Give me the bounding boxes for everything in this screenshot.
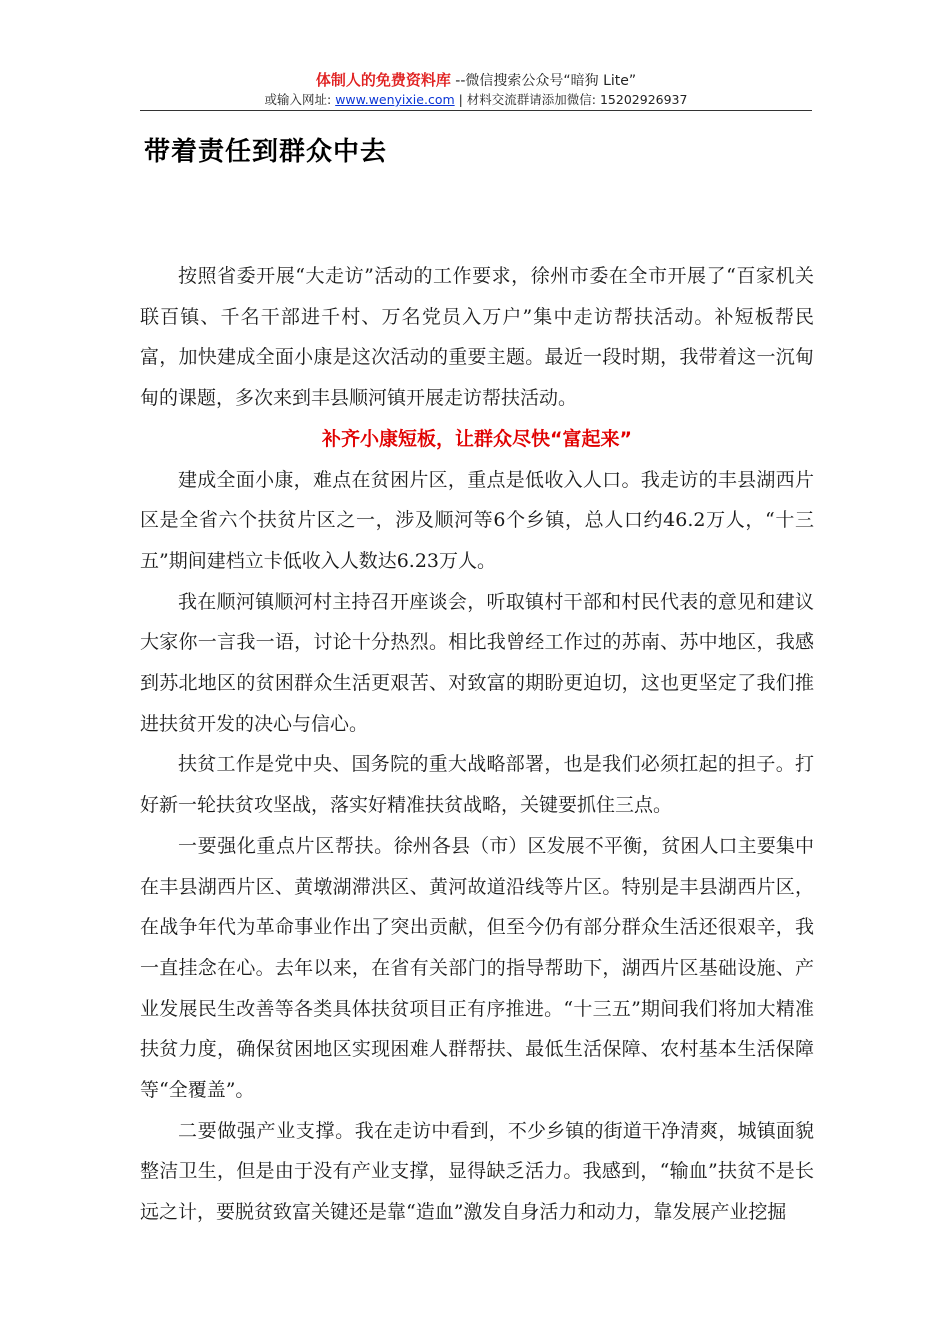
- intro-paragraph: 按照省委开展“大走访”活动的工作要求，徐州市委在全市开展了“百家机关联百镇、千名干部进千村、万名党员入万户”集中走访帮扶活动。补短板帮民富，加快建成全面小康是这次活动的重要主题。最近一段时期，我带着这一沉甸甸的课题，多次来到丰县顺河镇开展走访帮扶活动。: [140, 265, 814, 410]
- header-brand: 体制人的免费资料库: [315, 71, 451, 89]
- header-promo-line: [140, 70, 812, 91]
- paragraph-4-lead: 一要强化重点片区帮扶。: [178, 834, 394, 857]
- header-url-prefix: 或输入网址:: [264, 92, 336, 107]
- header-contact: | 材料交流群请添加微信: 15202926937: [454, 92, 688, 107]
- document-body: [140, 256, 814, 1233]
- paragraph-1: 建成全面小康，难点在贫困片区，重点是低收入人口。我走访的丰县湖西片区是全省六个扶贫片区之一，涉及顺河等6个乡镇，总人口约46.2万人，“十三五”期间建档立卡低收入人数达6.23万人。: [140, 468, 814, 572]
- section-heading: 补齐小康短板，让群众尽快“富起来”: [322, 427, 632, 450]
- header-contact-line: [140, 91, 812, 109]
- page-header: [140, 70, 812, 109]
- paragraph-5: [140, 1111, 814, 1233]
- paragraph-2: 我在顺河镇顺河村主持召开座谈会，听取镇村干部和村民代表的意见和建议大家你一言我一语，讨论十分热烈。相比我曾经工作过的苏南、苏中地区，我感到苏北地区的贫困群众生活更艰苦、对致富的期盼更迫切，这也更坚定了我们推进扶贫开发的决心与信心。: [140, 590, 814, 735]
- paragraph-4: [140, 826, 814, 1111]
- paragraph-3: 扶贫工作是党中央、国务院的重大战略部署，也是我们必须扛起的担子。打好新一轮扶贫攻坚战，落实好精准扶贫战略，关键要抓住三点。: [140, 753, 814, 817]
- paragraph-5-text: 我在走访中看到，不少乡镇的街道干净清爽，城镇面貌整洁卫生，但是由于没有产业支撑，显得缺乏活力。我感到，“输血”扶贫不是长远之计，要脱贫致富关键还是靠“造血”激发自身活力和动力，靠发展产业挖掘: [140, 1119, 814, 1224]
- header-divider: [140, 110, 812, 111]
- paragraph-4-text: 徐州各县（市）区发展不平衡，贫困人口主要集中在丰县湖西片区、黄墩湖滞洪区、黄河故道沿线等片区。特别是丰县湖西片区，在战争年代为革命事业作出了突出贡献，但至今仍有部分群众生活还很艰辛，我一直挂念在心。去年以来，在省有关部门的指导帮助下，湖西片区基础设施、产业发展民生改善等各类具体扶贫项目正有序推进。“十三五”期间我们将加大精准扶贫力度，确保贫困地区实现困难人群帮扶、最低生活保障、农村基本生活保障等“全覆盖”。: [140, 834, 814, 1102]
- header-website-link[interactable]: www.wenyixie.com: [335, 92, 455, 107]
- paragraph-5-lead: 二要做强产业支撑。: [178, 1119, 355, 1142]
- header-brand-suffix: --微信搜索公众号“暗狗 Lite”: [450, 73, 637, 89]
- document-title: 带着责任到群众中去: [144, 137, 388, 167]
